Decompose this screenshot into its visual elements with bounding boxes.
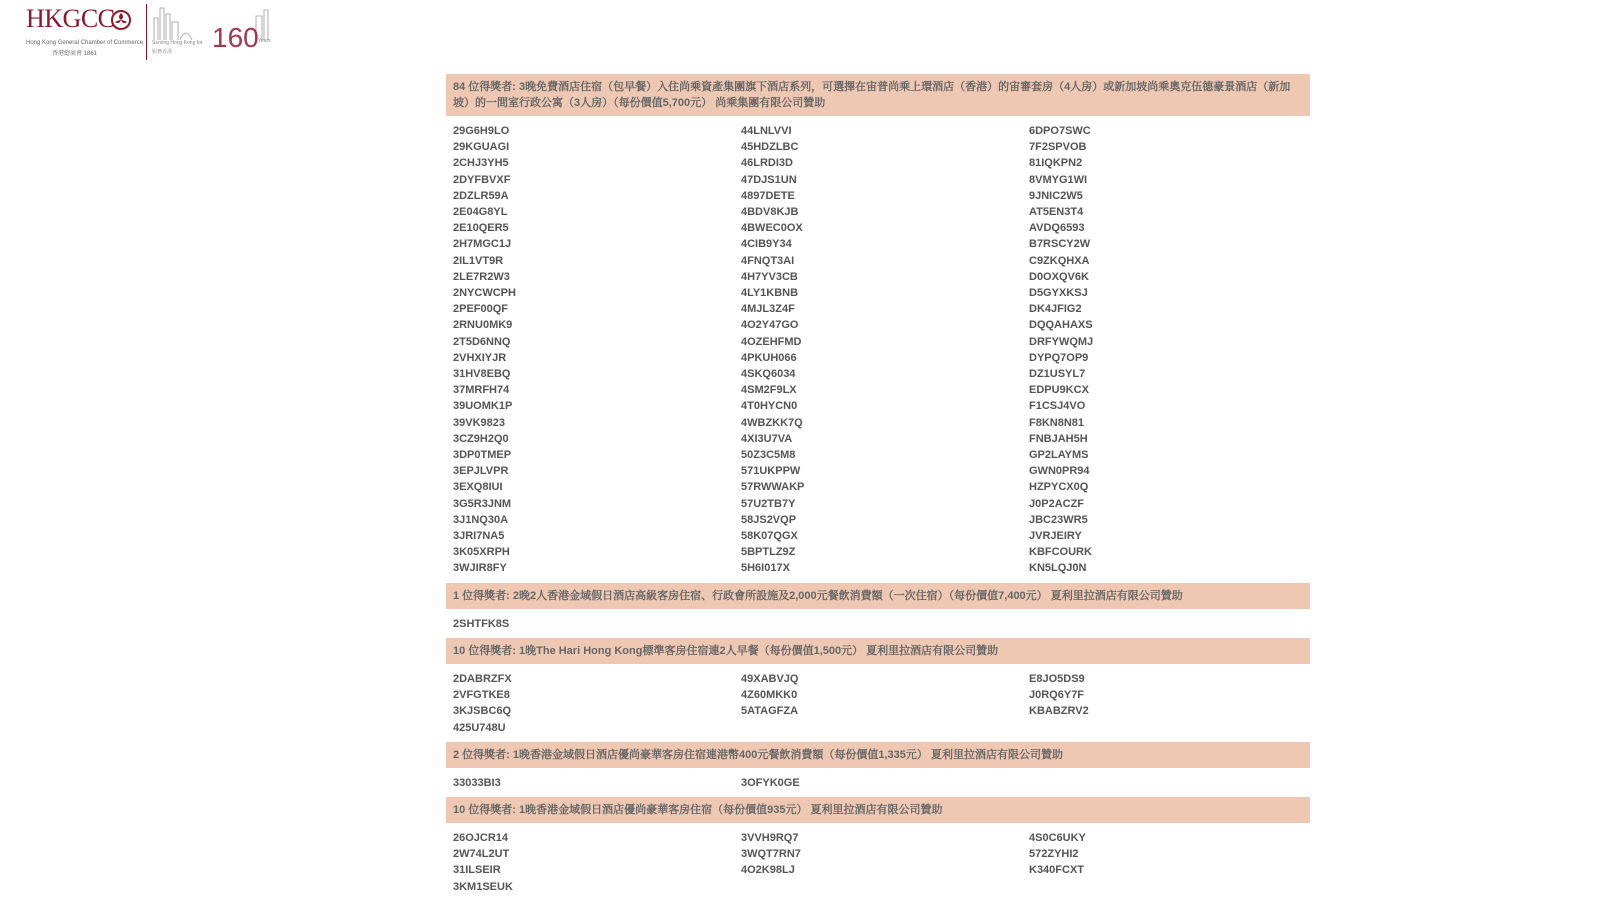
winner-code: 50Z3C5M8 (741, 449, 796, 462)
winner-code: 4SKQ6034 (741, 368, 796, 381)
winner-code: DK4JFIG2 (1029, 303, 1082, 316)
winner-code: 57U2TB7Y (741, 497, 796, 510)
winner-code: 31HV8EBQ (453, 368, 511, 381)
winner-code: 4PKUH066 (741, 351, 797, 364)
winner-code: KBABZRV2 (1029, 705, 1089, 718)
winner-code: DYPQ7OP9 (1029, 351, 1089, 364)
winner-codes-grid (446, 664, 1310, 742)
winner-code: 2W74L2UT (453, 848, 510, 861)
winner-codes-column (1022, 830, 1310, 895)
winner-code: 425U748U (453, 721, 506, 734)
logo-tagline-en: Serving Hong Kong for (152, 40, 203, 46)
winner-codes-column (446, 830, 734, 895)
winner-codes-column (446, 123, 734, 577)
winner-code: 2DYFBVXF (453, 173, 511, 186)
winner-code: 2VFGTKE8 (453, 689, 510, 702)
winner-code: 4MJL3Z4F (741, 303, 795, 316)
winner-code: 2CHJ3YH5 (453, 157, 509, 170)
winner-codes-column (734, 830, 1022, 895)
winner-code: 46LRDI3D (741, 157, 793, 170)
winner-code: 39UOMK1P (453, 400, 513, 413)
winner-codes-column (446, 775, 734, 791)
winner-code: 3KM1SEUK (453, 880, 513, 893)
winner-code: 57RWWAKP (741, 481, 805, 494)
winner-codes-column (1022, 775, 1310, 791)
winner-code: 572ZYHI2 (1029, 848, 1079, 861)
winner-code: 47DJS1UN (741, 173, 797, 186)
winner-code: 4Z60MKK0 (741, 689, 798, 702)
winner-code: JVRJEIRY (1029, 530, 1082, 543)
prize-section (446, 638, 1310, 742)
winner-code: 4XI3U7VA (741, 432, 793, 445)
winner-code: HZPYCX0Q (1029, 481, 1089, 494)
winner-code: 571UKPPW (741, 465, 801, 478)
winner-code: 26OJCR14 (453, 831, 509, 844)
winner-code: KBFCOURK (1029, 546, 1092, 559)
winner-code: 37MRFH74 (453, 384, 510, 397)
winner-code: FNBJAH5H (1029, 432, 1088, 445)
prize-section (446, 742, 1310, 797)
winner-code: DQQAHAXS (1029, 319, 1093, 332)
winner-code: GWN0PR94 (1029, 465, 1090, 478)
winner-code: D0OXQV6K (1029, 270, 1089, 283)
logo-anniversary-number: 160 (212, 22, 259, 53)
winner-code: GP2LAYMS (1029, 449, 1089, 462)
winner-code: 3EXQ8IUI (453, 481, 503, 494)
winner-code: 49XABVJQ (741, 672, 799, 685)
winner-code: 44LNLVVI (741, 125, 792, 137)
prize-header: 1 位得獎者: 2晚2人香港金域假日酒店高級客房住宿、行政會所設施及2,000元餐飲消費額（一次住宿）（每份價值7,400元） 夏利里拉酒店有限公司贊助 (446, 583, 1310, 609)
winner-code: 29G6H9LO (453, 125, 510, 137)
prize-header: 2 位得獎者: 1晚香港金域假日酒店優尚豪華客房住宿連港幣400元餐飲消費額（每份價值1,335元） 夏利里拉酒店有限公司贊助 (446, 742, 1310, 768)
winner-code: 4WBZKK7Q (741, 416, 803, 429)
logo-divider (146, 4, 147, 60)
prize-section (446, 74, 1310, 583)
winner-codes-column (734, 775, 1022, 791)
winner-code: 3CZ9H2Q0 (453, 432, 509, 445)
winner-code: 3EPJLVPR (453, 465, 509, 478)
winner-code: 4O2K98LJ (741, 864, 795, 877)
winner-code: C9ZKQHXA (1029, 254, 1090, 267)
logo-subtitle-cn: 香港總商會 1861 (52, 51, 98, 57)
winner-code: 3WJIR8FY (453, 562, 507, 575)
prize-header: 10 位得獎者: 1晚The Hari Hong Kong標準客房住宿連2人早餐（每份價值1,500元） 夏利里拉酒店有限公司贊助 (446, 638, 1310, 664)
winner-code: J0RQ6Y7F (1029, 689, 1085, 702)
winner-code: 2RNU0MK9 (453, 319, 513, 332)
winner-code: DZ1USYL7 (1029, 368, 1086, 381)
winner-code: 3J1NQ30A (453, 513, 509, 526)
winner-code: 2VHXIYJR (453, 351, 507, 364)
winner-code: 2E04G8YL (453, 206, 508, 219)
winner-code: 9JNIC2W5 (1029, 189, 1083, 202)
winner-codes-column (734, 671, 1022, 736)
winner-code: 3K05XRPH (453, 546, 510, 559)
winner-code: 3OFYK0GE (741, 776, 800, 789)
winner-code: JBC23WR5 (1029, 513, 1088, 526)
bauhinia-icon (110, 9, 132, 31)
winner-code: 4O2Y47GO (741, 319, 799, 332)
winner-code: 4LY1KBNB (741, 287, 799, 300)
winner-code: 2NYCWCPH (453, 287, 516, 300)
winner-code: EDPU9KCX (1029, 384, 1089, 397)
winner-code: 5ATAGFZA (741, 705, 799, 718)
winner-code: 2LE7R2W3 (453, 270, 510, 283)
winner-code: K340FCXT (1029, 864, 1085, 877)
winner-code: 3WQT7RN7 (741, 848, 801, 861)
winner-code: 39VK9823 (453, 416, 505, 429)
winner-code: AVDQ6593 (1029, 222, 1085, 235)
winner-code: 2T5D6NNQ (453, 335, 511, 348)
winner-code: 2PEF00QF (453, 303, 509, 316)
winner-code: E8JO5DS9 (1029, 672, 1085, 685)
winner-codes-grid (446, 116, 1310, 583)
winner-code: F1CSJ4VO (1029, 400, 1086, 413)
winner-code: 2DABRZFX (453, 672, 512, 685)
winner-code: 31ILSEIR (453, 864, 501, 877)
hkgcc-logo[interactable] (26, 4, 276, 64)
logo-subtitle-en: Hong Kong General Chamber of Commerce (26, 40, 144, 46)
logo-tagline-cn: 服務香港 (152, 49, 173, 55)
winner-code: 2IL1VT9R (453, 254, 504, 267)
prize-section (446, 583, 1310, 638)
winner-code: 29KGUAGI (453, 141, 510, 154)
winner-code: 2DZLR59A (453, 189, 509, 202)
winner-codes-column (446, 671, 734, 736)
logo-anniversary-suffix: Years (258, 38, 271, 44)
winner-code: KN5LQJ0N (1029, 562, 1087, 575)
winner-code: 3G5R3JNM (453, 497, 512, 510)
winner-code: 33033BI3 (453, 776, 501, 789)
winners-list (446, 74, 1310, 901)
winner-code: 58K07QGX (741, 530, 798, 543)
winner-code: DRFYWQMJ (1029, 335, 1094, 348)
winner-code: 2SHTFK8S (453, 617, 510, 630)
winner-code: 4SM2F9LX (741, 384, 797, 397)
winner-code: 2H7MGC1J (453, 238, 512, 251)
winner-code: 5BPTLZ9Z (741, 546, 796, 559)
winner-code: F8KN8N81 (1029, 416, 1085, 429)
winner-codes-column (446, 616, 734, 632)
winner-codes-column (1022, 616, 1310, 632)
winner-codes-column (1022, 671, 1310, 736)
winner-code: 4BWEC0OX (741, 222, 803, 235)
winner-codes-grid (446, 823, 1310, 901)
winner-code: 2E10QER5 (453, 222, 509, 235)
winner-code: D5GYXKSJ (1029, 287, 1088, 300)
winner-code: 3VVH9RQ7 (741, 831, 799, 844)
winner-code: J0P2ACZF (1029, 497, 1085, 510)
winner-code: AT5EN3T4 (1029, 206, 1084, 219)
winner-code: 6DPO7SWC (1029, 125, 1091, 137)
winner-codes-column (734, 616, 1022, 632)
winner-code: 3KJSBC6Q (453, 705, 512, 718)
prize-header: 10 位得獎者: 1晚香港金域假日酒店優尚豪華客房住宿（每份價值935元） 夏利里拉酒店有限公司贊助 (446, 797, 1310, 823)
winner-code: 3DP0TMEP (453, 449, 512, 462)
winner-codes-column (734, 123, 1022, 577)
winner-code: 4H7YV3CB (741, 270, 798, 283)
winner-code: 4CIB9Y34 (741, 238, 792, 251)
prize-header: 84 位得獎者: 3晚免費酒店住宿（包早餐）入住尚乘資產集團旗下酒店系列，可選擇在宙普尚乘上環酒店（香港）的宙審套房（4人房）或新加坡尚乘奧克伍德豪景酒店（新加坡）的一間室行政公寓（3人房）（每份價值5,700元） 尚乘集團有限公司贊助 (446, 74, 1310, 116)
prize-section (446, 797, 1310, 901)
winner-code: 4BDV8KJB (741, 206, 799, 219)
logo-wordmark: HKGCC (26, 4, 115, 33)
winner-code: 3JRI7NA5 (453, 530, 505, 543)
winner-codes-grid (446, 609, 1310, 638)
winner-code: 4T0HYCN0 (741, 400, 798, 413)
winner-code: 4FNQT3AI (741, 254, 795, 267)
winner-code: 7F2SPVOB (1029, 141, 1087, 154)
winner-codes-column (1022, 123, 1310, 577)
winner-code: 81IQKPN2 (1029, 157, 1083, 170)
winner-code: B7RSCY2W (1029, 238, 1091, 251)
winner-code: 8VMYG1WI (1029, 173, 1088, 186)
winner-code: 4OZEHFMD (741, 335, 802, 348)
winner-code: 45HDZLBC (741, 141, 799, 154)
winner-code: 4S0C6UKY (1029, 831, 1086, 844)
winner-code: 4897DETE (741, 189, 795, 202)
winner-code: 5H6I017X (741, 562, 790, 575)
winner-codes-grid (446, 768, 1310, 797)
winner-code: 58JS2VQP (741, 513, 797, 526)
prize-sections (446, 74, 1310, 901)
